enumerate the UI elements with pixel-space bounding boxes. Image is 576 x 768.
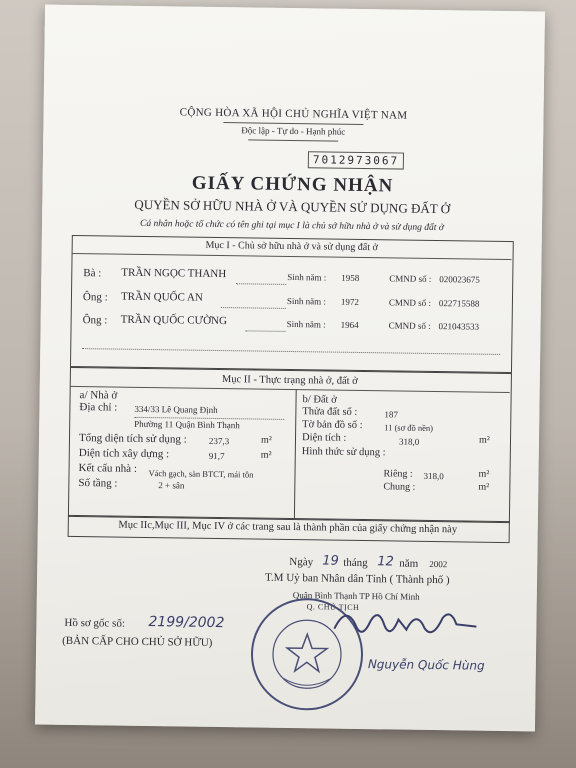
address-street: 334/33 Lê Quang Định [134, 403, 218, 415]
motto-underline [248, 139, 338, 141]
certificate-paper [35, 5, 545, 732]
shared-label: Chung : [383, 481, 416, 493]
id-label: CMND số : [388, 320, 431, 331]
record-label: Hồ sơ gốc số: [64, 616, 126, 630]
id-number: 022715588 [438, 298, 480, 309]
total-area-value: 237,3 [208, 435, 230, 447]
id-number: 021043533 [438, 321, 480, 332]
build-area-value: 91,7 [208, 450, 225, 462]
structure-value: Vách gạch, sàn BTCT, mái tôn [148, 468, 254, 480]
total-area-unit: m² [260, 434, 272, 446]
land-area-unit: m² [478, 434, 490, 446]
birth-year: 1958 [341, 272, 360, 283]
birth-label: Sinh năm : [287, 271, 327, 283]
address-label: Địa chỉ : [79, 401, 118, 414]
house-heading: a/ Nhà ở [79, 389, 118, 402]
birth-label: Sinh năm : [286, 318, 326, 330]
owner-prefix: Ông : [82, 314, 108, 327]
birth-label: Sinh năm : [286, 295, 327, 307]
signature-scribble [326, 599, 487, 651]
page-title: GIẤY CHỨNG NHẬN [191, 172, 394, 197]
build-area-label: Diện tích xây dựng : [78, 447, 170, 461]
private-label: Riêng : [383, 468, 413, 480]
authority-name: T.M Uỷ ban Nhân dân Tỉnh ( Thành phố ) [264, 571, 450, 587]
district-name: Quận Bình Thạnh TP Hồ Chí Minh [292, 590, 420, 602]
private-value: 318,0 [423, 470, 444, 482]
date-year-label: năm [399, 557, 419, 570]
page-subtitle: QUYỀN SỞ HỮU NHÀ Ở VÀ QUYỀN SỬ DỤNG ĐẤT Ở [134, 196, 451, 217]
record-note: (BẢN CẤP CHO CHỦ SỞ HỮU) [62, 634, 213, 649]
land-heading: b/ Đất ở [302, 394, 337, 406]
shared-unit: m² [478, 481, 490, 493]
owner-name: TRẦN QUỐC CƯỜNG [120, 313, 228, 328]
land-area-label: Diện tích : [301, 432, 347, 444]
build-area-unit: m² [260, 449, 272, 461]
structure-label: Kết cấu nhà : [78, 462, 138, 475]
owner-prefix: Ông : [82, 291, 108, 304]
owner-prefix: Bà : [83, 267, 102, 280]
date-day: 19 [322, 553, 339, 569]
serial-number: 7012973067 [308, 151, 404, 169]
plot-label: Thửa đất số : [302, 406, 358, 418]
date-year: 2002 [429, 558, 448, 570]
address-ward: Phường 11 Quận Bình Thạnh [134, 418, 240, 431]
id-label: CMND số : [388, 297, 432, 308]
id-label: CMND số : [389, 273, 432, 284]
section1-title: Mục I - Chủ sở hữu nhà ở và sử dụng đất ở [205, 239, 378, 254]
signer-title: Q. CHỦ TỊCH [306, 602, 360, 612]
date-month-label: tháng [343, 556, 368, 570]
owner-name: TRẦN QUỐC AN [120, 290, 203, 304]
map-label: Tờ bản đồ số : [302, 419, 363, 432]
birth-year: 1972 [340, 296, 359, 307]
record-number: 2199/2002 [148, 614, 225, 632]
footer-note: Mục IIc,Mục III, Mục IV ở các trang sau là thành phần của giấy chứng nhận này [118, 519, 458, 536]
map-value: 11 (sơ đồ nền) [384, 422, 434, 434]
intro-text: Cá nhân hoặc tổ chức có tên ghi tại mục I là chủ sở hữu nhà ở và sử dụng đất ở [140, 218, 444, 234]
private-unit: m² [478, 468, 490, 480]
floors-value: 2 + sân [158, 480, 185, 491]
plot-value: 187 [384, 409, 398, 420]
total-area-label: Tổng diện tích sử dụng : [78, 432, 187, 446]
date-month: 12 [377, 554, 394, 570]
birth-year: 1964 [340, 319, 359, 330]
land-area-value: 318,0 [398, 436, 420, 447]
id-number: 020023675 [439, 274, 480, 285]
section2-title: Mục II - Thực trạng nhà ở, đất ở [221, 374, 358, 387]
signer-name: Nguyễn Quốc Hùng [367, 657, 485, 673]
date-prefix: Ngày [289, 556, 314, 569]
country-name: CỘNG HÒA XÃ HỘI CHỦ NGHĨA VIỆT NAM [179, 106, 408, 122]
floors-label: Số tầng : [78, 477, 118, 490]
motto: Độc lập - Tự do - Hạnh phúc [241, 125, 346, 137]
owner-name: TRẦN NGỌC THANH [121, 266, 227, 281]
usage-label: Hình thức sử dụng : [301, 446, 386, 459]
